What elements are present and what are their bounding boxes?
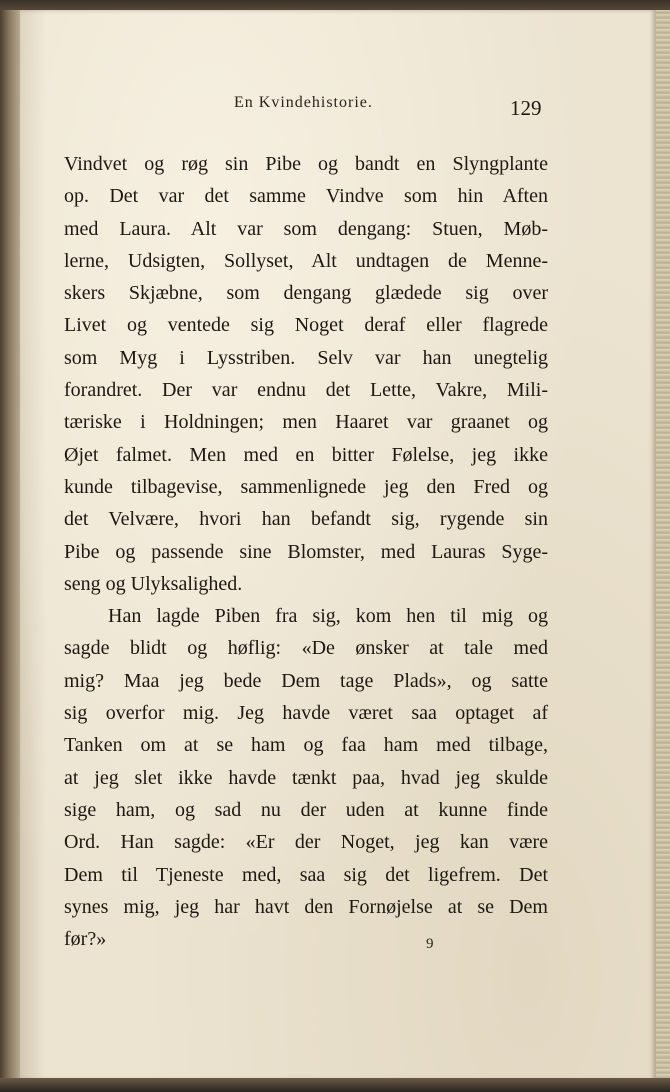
text-line: sige ham, og sad nu der uden at kunne finde [64,798,548,821]
text-line: det Velvære, hvori han befandt sig, rygende sin [64,508,548,531]
text-line: op. Det var det samme Vindve som hin Aften [64,185,548,208]
text-line: Tanken om at se ham og faa ham med tilbage, [64,734,548,757]
text-line: kunde tilbagevise, sammenlignede jeg den Fred og [64,475,548,498]
text-line: synes mig, jeg har havt den Fornøjelse at se Dem [64,895,548,918]
text-line: før?» [64,928,107,951]
text-line: Ord. Han sagde: «Er der Noget, jeg kan være [64,831,548,854]
text-line: Dem til Tjeneste med, saa sig det ligefrem. Det [64,863,548,886]
text-line: sig overfor mig. Jeg havde været saa optaget af [64,702,548,725]
signature-mark: 9 [426,936,434,952]
text-line: tæriske i Holdningen; men Haaret var graanet og [64,411,548,434]
text-line: Livet og ventede sig Noget deraf eller flagrede [64,314,548,337]
text-line: skers Skjæbne, som dengang glædede sig over [64,282,548,305]
bottom-edge-shadow [0,1078,670,1092]
page-number: 129 [510,96,542,120]
text-line: mig? Maa jeg bede Dem tage Plads», og satte [64,669,548,692]
body-text [64,148,548,955]
page-stack-edge [656,10,670,1080]
text-line: Øjet falmet. Men med en bitter Følelse, jeg ikke [64,443,548,466]
text-line: forandret. Der var endnu det Lette, Vakre, Mili- [64,379,548,402]
text-line: seng og Ulyksalighed. [64,572,243,595]
text-line: at jeg slet ikke havde tænkt paa, hvad jeg skulde [64,766,548,789]
running-title: En Kvindehistorie. [234,94,373,111]
text-line: Pibe og passende sine Blomster, med Lauras Syge- [64,540,548,563]
text-line: Han lagde Piben fra sig, kom hen til mig og [108,605,548,628]
text-line: med Laura. Alt var som dengang: Stuen, Møb- [64,217,548,240]
text-line: som Myg i Lysstriben. Selv var han unegtelig [64,346,548,369]
text-line: lerne, Udsigten, Sollyset, Alt undtagen de Menne- [64,249,548,272]
text-line: Vindvet og røg sin Pibe og bandt en Slyngplante [64,153,548,175]
text-line: sagde blidt og høflig: «De ønsker at tale med [64,637,548,660]
